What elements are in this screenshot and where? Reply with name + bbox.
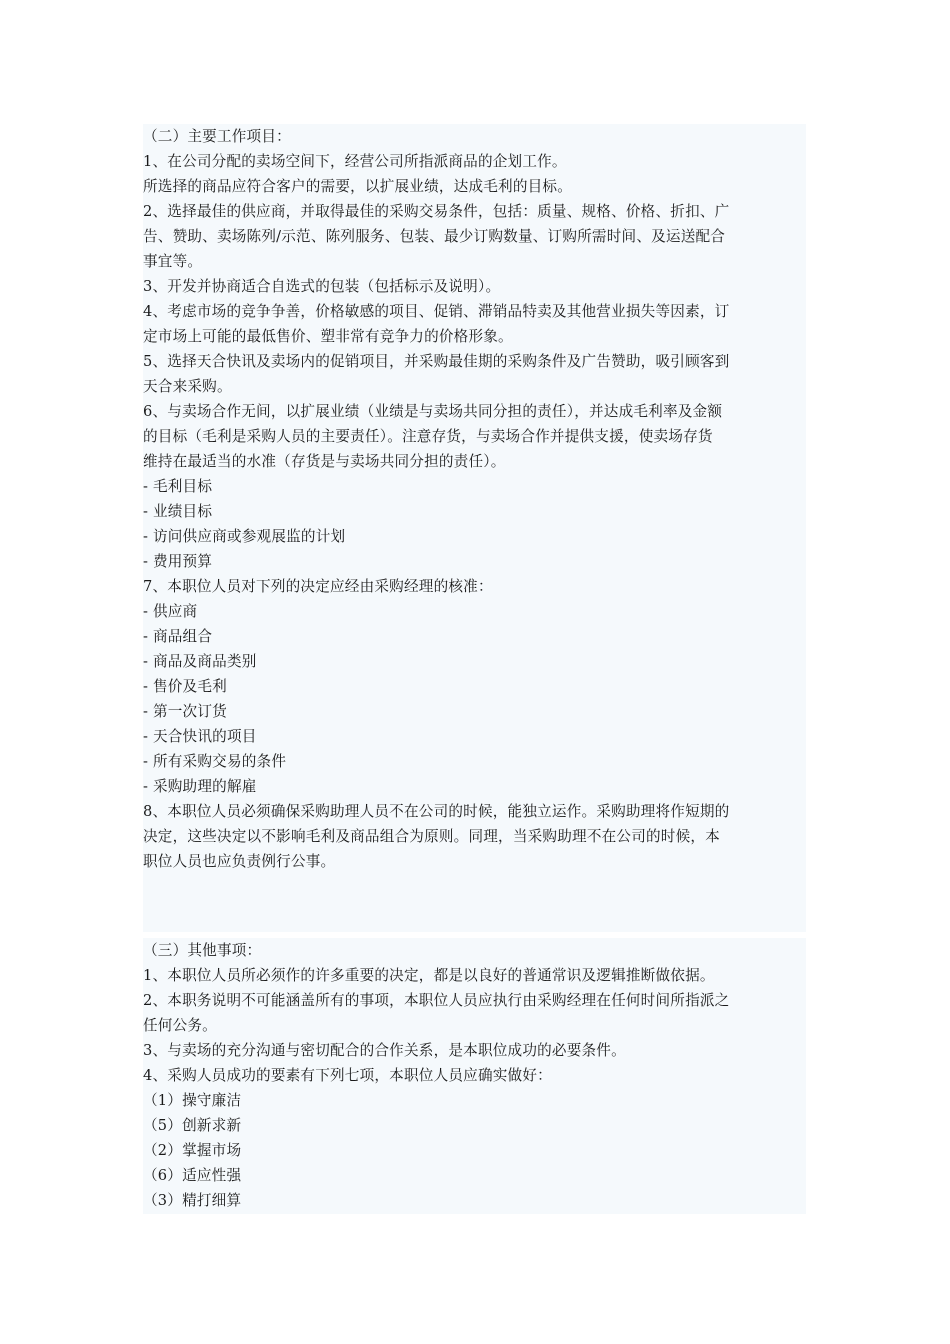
text-line: 3、与卖场的充分沟通与密切配合的合作关系，是本职位成功的必要条件。 bbox=[143, 1042, 626, 1059]
text-line: 8、本职位人员必须确保采购助理人员不在公司的时候，能独立运作。采购助理将作短期的 bbox=[143, 803, 730, 820]
text-line: 4、考虑市场的竞争争善，价格敏感的项目、促销、滞销品特卖及其他营业损失等因素，订 bbox=[143, 303, 730, 320]
list-item: - 售价及毛利 bbox=[143, 678, 227, 695]
text-line: 任何公务。 bbox=[143, 1017, 217, 1034]
list-item: （6）适应性强 bbox=[143, 1167, 242, 1184]
text-line: 7、本职位人员对下列的决定应经由采购经理的核准： bbox=[143, 578, 493, 595]
text-line: 4、采购人员成功的要素有下列七项，本职位人员应确实做好： bbox=[143, 1067, 552, 1084]
list-item: - 费用预算 bbox=[143, 553, 213, 570]
text-line: 决定，这些决定以不影响毛利及商品组合为原则。同理，当采购助理不在公司的时候，本 bbox=[143, 828, 720, 845]
list-item: - 商品组合 bbox=[143, 628, 213, 645]
list-item: - 业绩目标 bbox=[143, 503, 213, 520]
list-item: - 天合快讯的项目 bbox=[143, 728, 257, 745]
list-item: - 访问供应商或参观展监的计划 bbox=[143, 528, 346, 545]
section-heading: （二）主要工作项目： bbox=[143, 128, 291, 145]
text-line: 1、本职位人员所必须作的许多重要的决定，都是以良好的普通常识及逻辑推断做依据。 bbox=[143, 967, 715, 984]
text-line: 告、赞助、卖场陈列/示范、陈列服务、包装、最少订购数量、订购所需时间、及运送配合 bbox=[143, 228, 726, 245]
main-work-items-section bbox=[143, 124, 806, 932]
text-line: 2、本职务说明不可能涵盖所有的事项，本职位人员应执行由采购经理在任何时间所指派之 bbox=[143, 992, 730, 1009]
text-line: 6、与卖场合作无间，以扩展业绩（业绩是与卖场共同分担的责任），并达成毛利率及金额 bbox=[143, 403, 723, 420]
text-line: 5、选择天合快讯及卖场内的促销项目，并采购最佳期的采购条件及广告赞助，吸引顾客到 bbox=[143, 353, 730, 370]
list-item: （5）创新求新 bbox=[143, 1117, 242, 1134]
list-item: - 商品及商品类别 bbox=[143, 653, 257, 670]
list-item: （2）掌握市场 bbox=[143, 1142, 242, 1159]
text-line: 维持在最适当的水准（存货是与卖场共同分担的责任）。 bbox=[143, 453, 506, 470]
list-item: - 毛利目标 bbox=[143, 478, 213, 495]
list-item: - 采购助理的解雇 bbox=[143, 778, 257, 795]
text-line: 的目标（毛利是采购人员的主要责任）。注意存货，与卖场合作并提供支援，使卖场存货 bbox=[143, 428, 713, 445]
section-heading: （三）其他事项： bbox=[143, 942, 262, 959]
list-item: - 供应商 bbox=[143, 603, 198, 620]
text-line: 3、开发并协商适合自选式的包装（包括标示及说明）。 bbox=[143, 278, 501, 295]
list-item: - 第一次订货 bbox=[143, 703, 227, 720]
text-line: 所选择的商品应符合客户的需要，以扩展业绩，达成毛利的目标。 bbox=[143, 178, 573, 195]
text-line: 定市场上可能的最低售价、塑非常有竞争力的价格形象。 bbox=[143, 328, 513, 345]
other-matters-section bbox=[143, 938, 806, 1214]
text-line: 职位人员也应负责例行公事。 bbox=[143, 853, 336, 870]
text-line: 1、在公司分配的卖场空间下，经营公司所指派商品的企划工作。 bbox=[143, 153, 567, 170]
text-line: 天合来采购。 bbox=[143, 378, 232, 395]
list-item: （3）精打细算 bbox=[143, 1192, 242, 1209]
list-item: （1）操守廉洁 bbox=[143, 1092, 242, 1109]
text-line: 事宜等。 bbox=[143, 253, 203, 270]
list-item: - 所有采购交易的条件 bbox=[143, 753, 287, 770]
text-line: 2、选择最佳的供应商，并取得最佳的采购交易条件，包括：质量、规格、价格、折扣、广 bbox=[143, 203, 730, 220]
